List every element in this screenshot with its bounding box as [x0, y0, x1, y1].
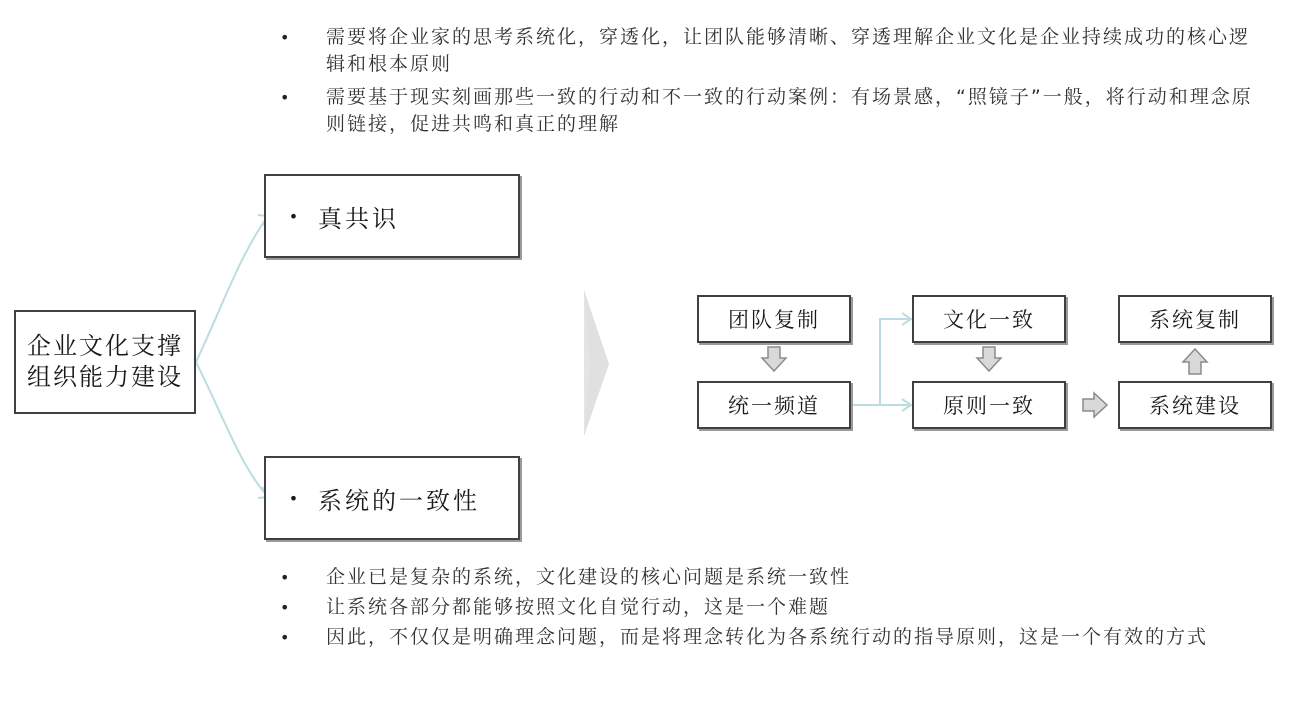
flow-box-system-replication — [1118, 295, 1272, 343]
flow-box-team-replication — [697, 295, 851, 343]
branch-box-consistency — [264, 456, 520, 540]
flow-label-unified-channel: 统一频道 — [728, 394, 820, 418]
bottom-bullet-list — [278, 564, 1268, 654]
flow-box-culture-consistent — [912, 295, 1066, 343]
branch-bullet: • — [288, 206, 302, 226]
flow-box-system-building — [1118, 381, 1272, 429]
block-arrow-down-team — [762, 347, 786, 371]
block-arrow-up-building — [1183, 349, 1207, 374]
flow-label-system-replication: 系统复制 — [1149, 308, 1241, 332]
top-bullet-item: • 需要基于现实刻画那些一致的行动和不一致的行动案例：有场景感，“照镜子”一般，将行动和理念原则链接，促进共鸣和真正的理解 — [278, 84, 1268, 138]
top-bullet-item: • 需要将企业家的思考系统化，穿透化，让团队能够清晰、穿透理解企业文化是企业持续成功的核心逻辑和根本原则 — [278, 24, 1268, 78]
branch-box-consensus — [264, 174, 520, 258]
branch-label-consensus: 真共识 — [318, 204, 399, 233]
block-arrow-right-principle — [1083, 393, 1107, 417]
branch-label-consistency: 系统的一致性 — [318, 486, 480, 515]
top-bullet-list — [278, 24, 1268, 144]
flow-label-culture-consistent: 文化一致 — [943, 308, 1035, 332]
flow-label-team-replication: 团队复制 — [728, 308, 820, 332]
flow-label-system-building: 系统建设 — [1149, 394, 1241, 418]
root-concept-label: 企业文化支撑组织能力建设 — [27, 332, 183, 391]
flow-box-principle-consistent — [912, 381, 1066, 429]
connector-root-to-consistency — [196, 362, 268, 497]
connector-root-to-consensus — [196, 216, 268, 362]
flow-box-unified-channel — [697, 381, 851, 429]
branch-bullet: • — [288, 488, 302, 508]
flow-label-principle-consistent: 原则一致 — [943, 394, 1035, 418]
bottom-bullet-item: • 让系统各部分都能够按照文化自觉行动，这是一个难题 — [278, 594, 1268, 621]
bottom-bullet-item: • 因此，不仅仅是明确理念问题，而是将理念转化为各系统行动的指导原则，这是一个有效的方式 — [278, 624, 1268, 651]
bottom-bullet-item: • 企业已是复杂的系统，文化建设的核心问题是系统一致性 — [278, 564, 1268, 591]
root-concept-box — [14, 310, 196, 414]
block-arrow-down-culture — [977, 347, 1001, 371]
connector-channel-to-culture — [851, 319, 910, 405]
